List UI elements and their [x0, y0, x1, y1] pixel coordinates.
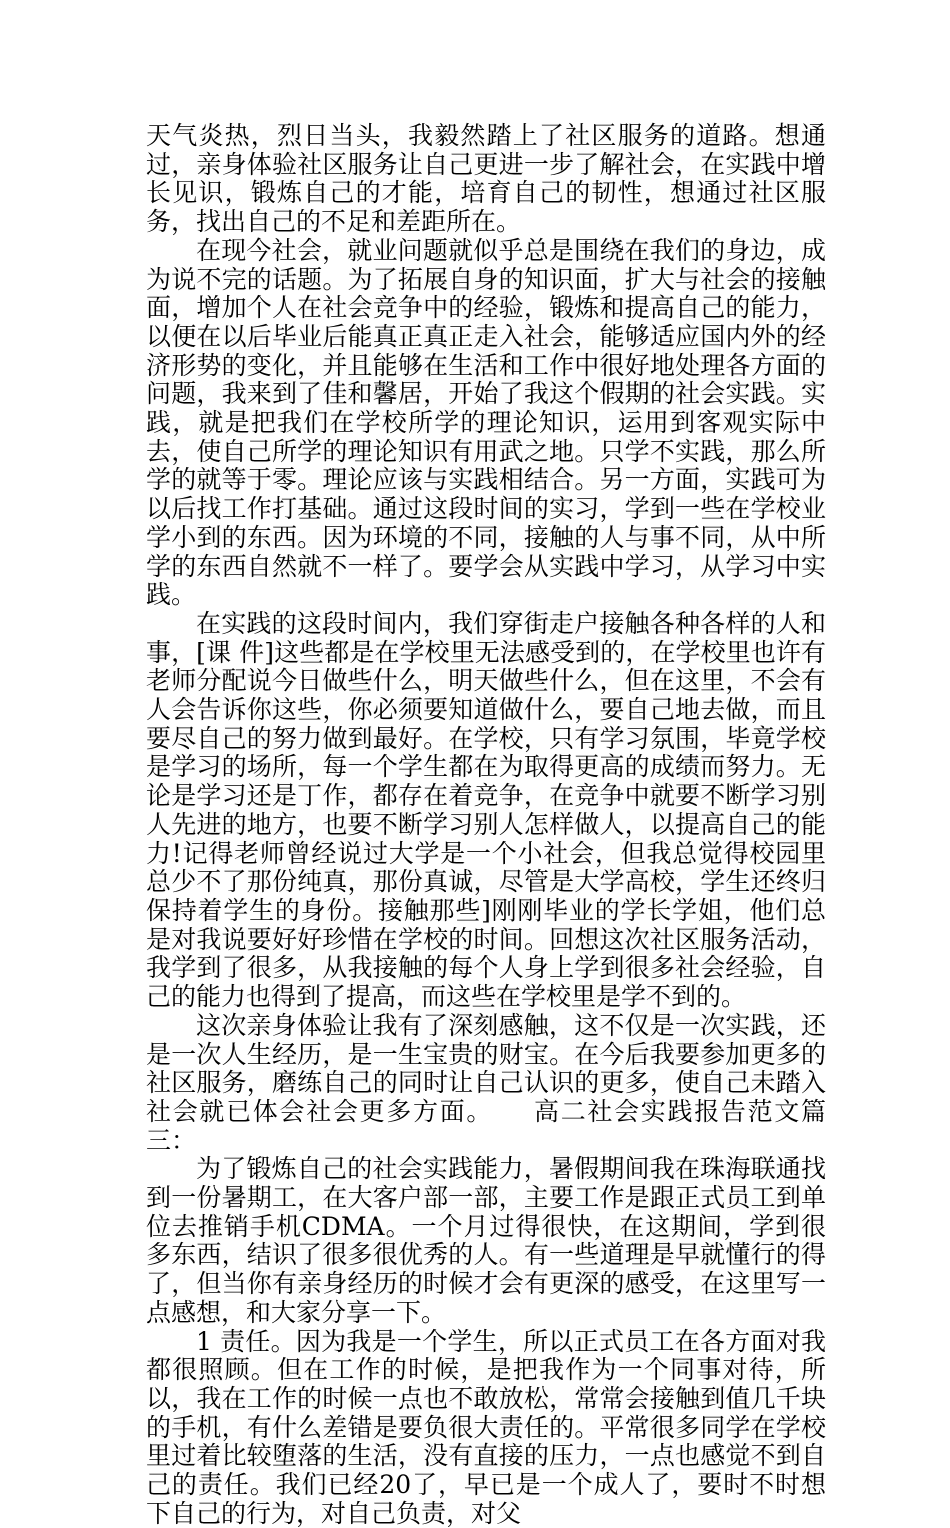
- paragraph: 天气炎热，烈日当头，我毅然踏上了社区服务的道路。想通过，亲身体验社区服务让自己更进一步了解社会，在实践中增长见识，锻炼自己的才能，培育自己的韧性，想通过社区服务，找出自己的不足和差距所在。: [146, 121, 826, 237]
- paragraph: 在现今社会，就业问题就似乎总是围绕在我们的身边，成为说不完的话题。为了拓展自身的知识面，扩大与社会的接触面，增加个人在社会竞争中的经验，锻炼和提高自己的能力，以便在以后毕业后能真正真正走入社会，能够适应国内外的经济形势的变化，并且能够在生活和工作中很好地处理各方面的问题，我来到了佳和馨居，开始了我这个假期的社会实践。实践，就是把我们在学校所学的理论知识，运用到客观实际中去，使自己所学的理论知识有用武之地。只学不实践，那么所学的就等于零。理论应该与实践相结合。另一方面，实践可为以后找工作打基础。通过这段时间的实习，学到一些在学校业学小到的东西。因为环境的不同，接触的人与事不同，从中所学的东西自然就不一样了。要学会从实践中学习，从学习中实践。: [146, 235, 826, 610]
- paragraph: 在实践的这段时间内，我们穿街走户接触各种各样的人和事，[课 件]这些都是在学校里无法感受到的，在学校里也许有老师分配说今日做些什么，明天做些什么，但在这里，不会有人会告诉你这些，你必须要知道做什么，要自己地去做，而且要尽自己的努力做到最好。在学校，只有学习氛围，毕竟学校是学习的场所，每一个学生都在为取得更高的成绩而努力。无论是学习还是丁作，都存在着竞争，在竞争中就要不断学习别人先进的地方，也要不断学习别人怎样做人，以提高自己的能力!记得老师曾经说过大学是一个小社会，但我总觉得校园里总少不了那份纯真，那份真诚，尽管是大学高校，学生还终归保持着学生的身份。接触那些]刚刚毕业的学长学姐，他们总是对我说要好好珍惜在学校的时间。回想这次社区服务活动，我学到了很多，从我接触的每个人身上学到很多社会经验，自己的能力也得到了提高，而这些在学校里是学不到的。: [146, 608, 826, 1012]
- paragraph: 这次亲身体验让我有了深刻感触，这不仅是一次实践，还是一次人生经历，是一生宝贵的财宝。在今后我要参加更多的社区服务，磨练自己的同时让自己认识的更多，使自己未踏入社会就已体会社会更多方面。 高二社会实践报告范文篇三：: [146, 1010, 826, 1155]
- paragraph: 1 责任。因为我是一个学生，所以正式员工在各方面对我都很照顾。但在工作的时候，是把我作为一个同事对待，所以，我在工作的时候一点也不敢放松，常常会接触到值几千块的手机，有什么差错是要负很大责任的。平常很多同学在学校里过着比较堕落的生活，没有直接的压力，一点也感觉不到自己的责任。我们已经20了，早已是一个成人了，要时不时想下自己的行为，对自己负责，对父: [146, 1326, 826, 1528]
- document-body: [146, 122, 826, 1528]
- paragraph: 为了锻炼自己的社会实践能力，暑假期间我在珠海联通找到一份暑期工，在大客户部一部，主要工作是跟正式员工到单位去推销手机CDMA。一个月过得很快，在这期间，学到很多东西，结识了很多很优秀的人。有一些道理是早就懂行的得了，但当你有亲身经历的时候才会有更深的感受，在这里写一点感想，和大家分享一下。: [146, 1154, 826, 1327]
